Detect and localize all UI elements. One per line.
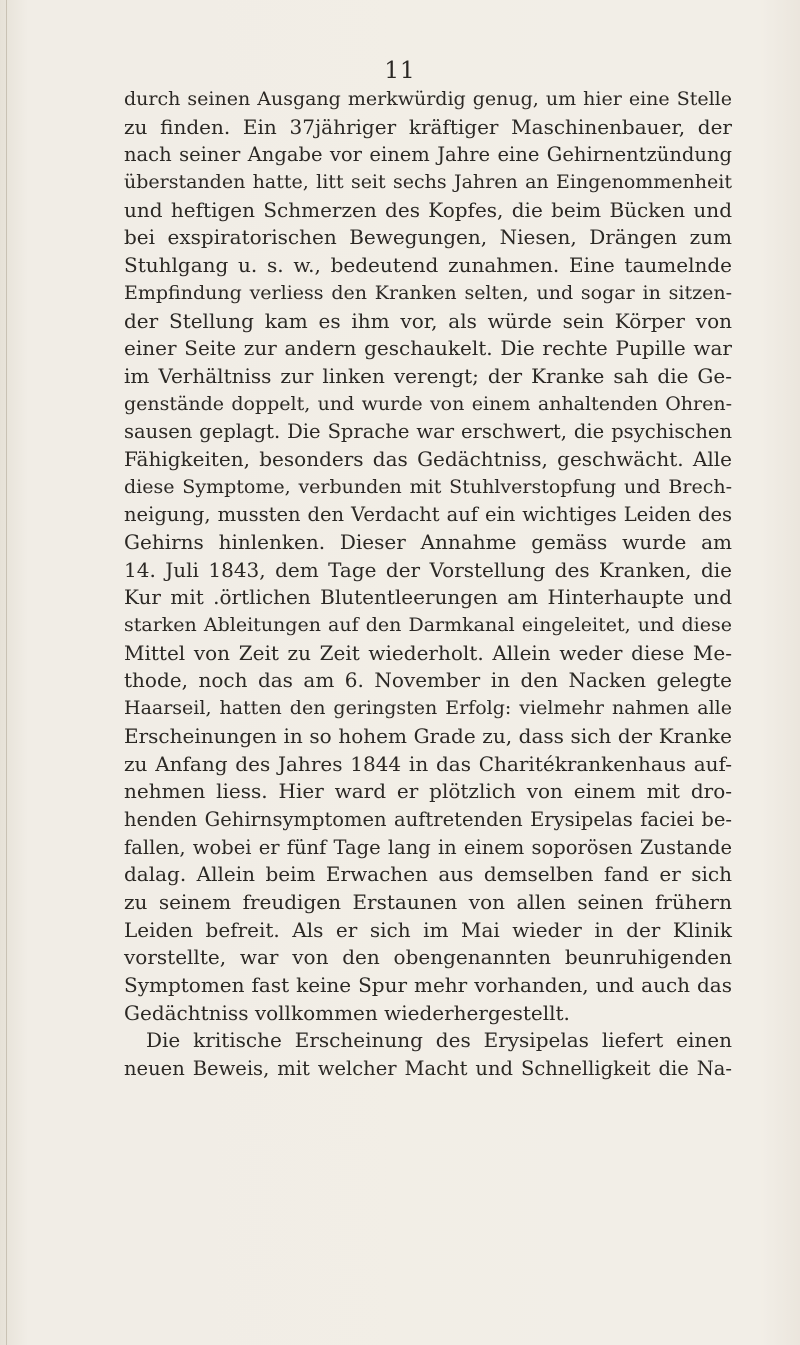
text-line: diese Symptome, verbunden mit Stuhlverstopfung und Brech-: [124, 475, 732, 498]
text-line: Haarseil, hatten den geringsten Erfolg: vielmehr nahmen alle: [124, 697, 732, 720]
text-line: zu finden. Ein 37jähriger kräftiger Maschinenbauer, der: [124, 114, 732, 139]
body-text: [124, 86, 732, 1083]
text-line: und heftigen Schmerzen des Kopfes, die beim Bücken und: [124, 197, 732, 222]
text-line: nehmen liess. Hier ward er plötzlich von einem mit dro-: [124, 779, 732, 804]
text-line: sausen geplagt. Die Sprache war erschwert, die psychischen: [124, 420, 732, 444]
text-line: vorstellte, war von den obengenannten beunruhigenden: [124, 945, 732, 970]
text-line: Kur mit .örtlichen Blutentleerungen am Hinterhaupte und: [124, 585, 732, 610]
text-line: Gehirns hinlenken. Dieser Annahme gemäss wurde am: [124, 530, 732, 554]
text-line: Stuhlgang u. s. w., bedeutend zunahmen. Eine taumelnde: [124, 253, 732, 278]
text-line: der Stellung kam es ihm vor, als würde sein Körper von: [124, 308, 732, 333]
text-line: henden Gehirnsymptomen auftretenden Erysipelas faciei be-: [124, 807, 732, 831]
text-line: Symptomen fast keine Spur mehr vorhanden, und auch das: [124, 973, 732, 997]
text-line: Erscheinungen in so hohem Grade zu, dass sich der Kranke: [124, 723, 732, 748]
text-line: im Verhältniss zur linken verengt; der Kranke sah die Ge-: [124, 363, 732, 388]
text-line: überstanden hatte, litt seit sechs Jahren an Eingenommenheit: [124, 171, 732, 194]
text-line-paragraph-end: Gedächtniss vollkommen wiederhergestellt.: [124, 1000, 570, 1025]
page-number: 11: [384, 58, 416, 84]
text-line: thode, noch das am 6. November in den Nacken gelegte: [124, 668, 732, 693]
text-line: nach seiner Angabe vor einem Jahre eine Gehirnentzündung: [124, 143, 732, 167]
text-line: fallen, wobei er fünf Tage lang in einem soporösen Zustande: [124, 835, 732, 859]
text-line: neigung, mussten den Verdacht auf ein wichtiges Leiden des: [124, 503, 732, 527]
text-line: genstände doppelt, und wurde von einem anhaltenden Ohren-: [124, 392, 732, 415]
text-line: dalag. Allein beim Erwachen aus demselben fand er sich: [124, 862, 732, 887]
text-line: zu seinem freudigen Erstaunen von allen seinen frühern: [124, 889, 732, 914]
text-line: Leiden befreit. Als er sich im Mai wieder in der Klinik: [124, 917, 732, 942]
text-line: bei exspiratorischen Bewegungen, Niesen, Drängen zum: [124, 225, 732, 250]
text-line: durch seinen Ausgang merkwürdig genug, um hier eine Stelle: [124, 88, 732, 110]
text-line: einer Seite zur andern geschaukelt. Die rechte Pupille war: [124, 336, 732, 361]
text-line: Mittel von Zeit zu Zeit wiederholt. Allein weder diese Me-: [124, 640, 732, 665]
text-line: 14. Juli 1843, dem Tage der Vorstellung des Kranken, die: [124, 557, 732, 582]
text-line: Empfindung verliess den Kranken selten, und sogar in sitzen-: [124, 281, 732, 304]
text-line: neuen Beweis, mit welcher Macht und Schnelligkeit die Na-: [124, 1057, 732, 1081]
text-line-paragraph-start: Die kritische Erscheinung des Erysipelas liefert einen: [146, 1028, 732, 1053]
text-line: zu Anfang des Jahres 1844 in das Charitékrankenhaus auf-: [124, 751, 732, 776]
text-line: starken Ableitungen auf den Darmkanal eingeleitet, und diese: [124, 614, 732, 637]
page-edge-shadow: [6, 0, 7, 1345]
text-line: Fähigkeiten, besonders das Gedächtniss, geschwächt. Alle: [124, 446, 732, 471]
